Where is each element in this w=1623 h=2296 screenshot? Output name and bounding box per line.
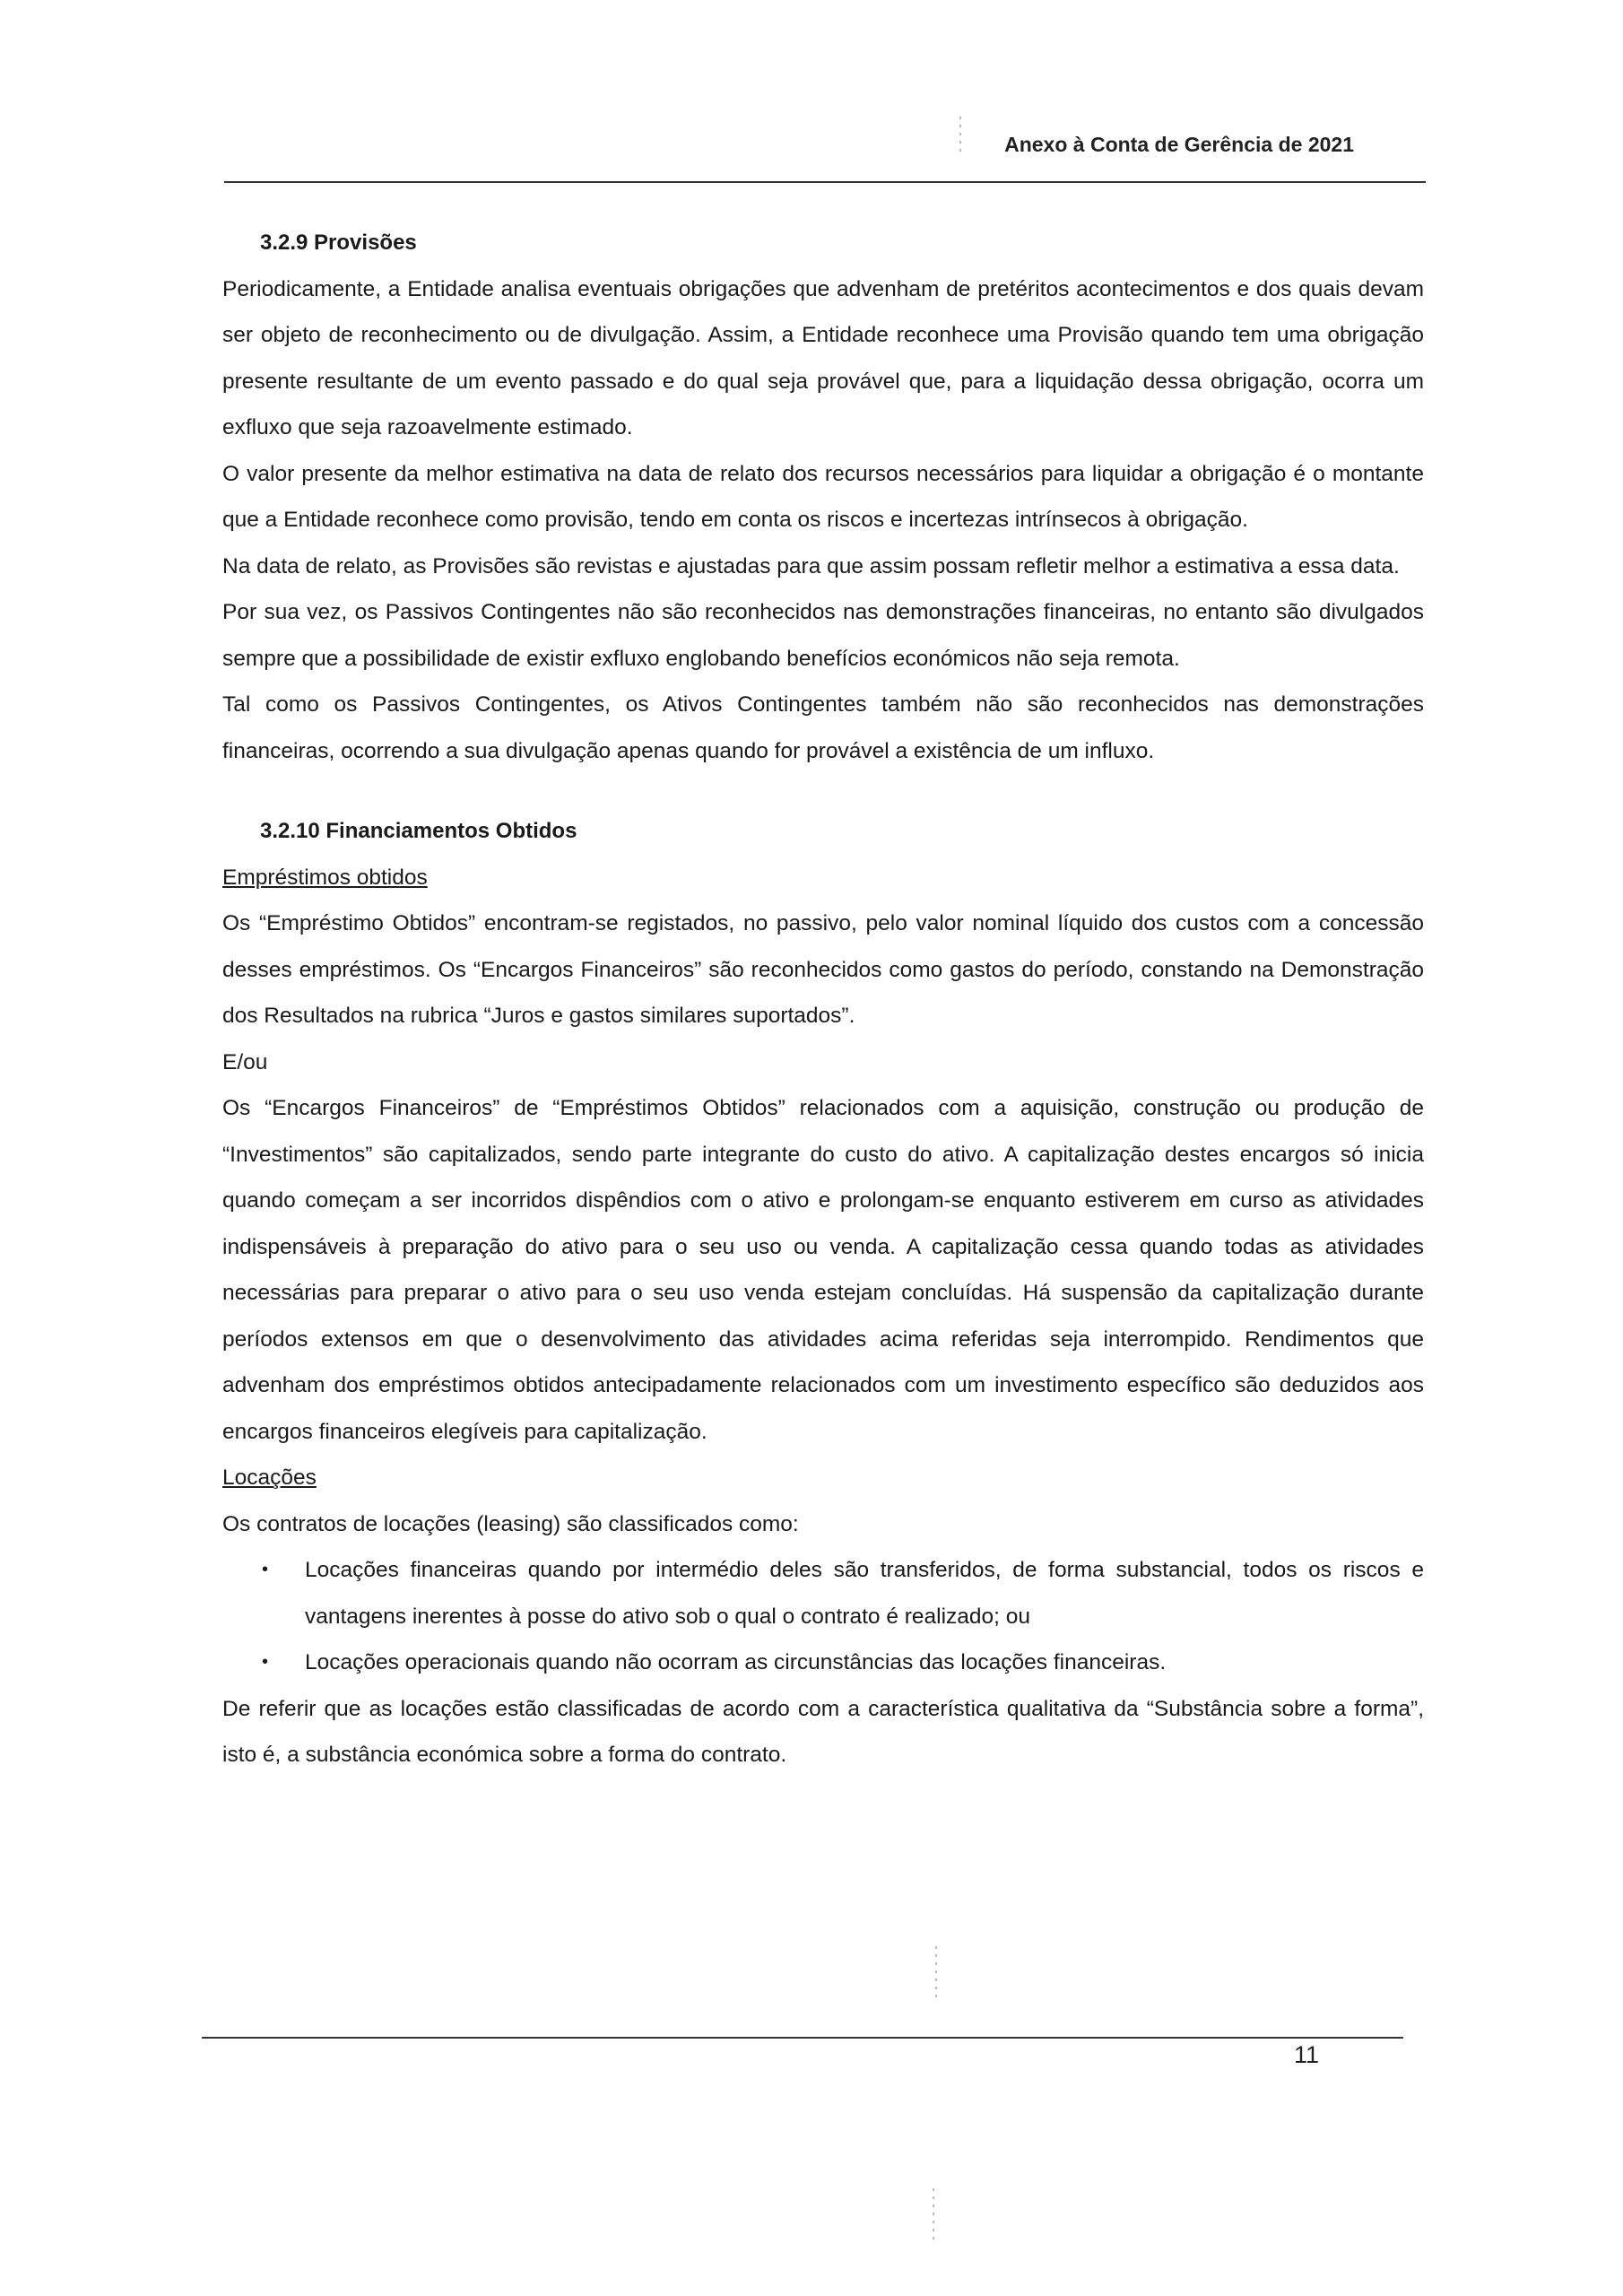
header-divider <box>224 181 1426 183</box>
list-item-text: Locações financeiras quando por intermédio deles são transferidos, de forma substancial, todos os riscos e vantagens inerentes à posse do ativo sob o qual o contrato é realizado; ou <box>305 1558 1424 1629</box>
paragraph: Os “Empréstimo Obtidos” encontram-se registados, no passivo, pelo valor nominal líquido dos custos com a concessão desses empréstimos. Os “Encargos Financeiros” são reconhecidos como gastos do período, constando na Demonstração dos Resultados na rubrica “Juros e gastos similares suportados”. <box>222 911 1424 1028</box>
paragraph: Na data de relato, as Provisões são revistas e ajustadas para que assim possam refletir melhor a estimativa a essa data. <box>222 553 1400 578</box>
paragraph: E/ou <box>222 1049 268 1074</box>
section-heading-provisoes: 3.2.9 Provisões <box>260 230 417 255</box>
scan-artifact <box>933 2188 934 2242</box>
bullet-icon: • <box>262 1652 269 1672</box>
page-header-title: Anexo à Conta de Gerência de 2021 <box>1004 133 1354 156</box>
paragraph: Periodicamente, a Entidade analisa eventuais obrigações que advenham de pretéritos acontecimentos e dos quais devam ser objeto de reconhecimento ou de divulgação. Assim, a Entidade reconhece uma Provisão quando tem uma obrigação presente resultante de um evento passado e do qual seja provável que, para a liquidação dessa obrigação, ocorra um exfluxo que seja razoavelmente estimado. <box>222 276 1424 439</box>
paragraph: Tal como os Passivos Contingentes, os Ativos Contingentes também não são reconhecidos nas demonstrações financeiras, ocorrendo a sua divulgação apenas quando for provável a existência de um influxo. <box>222 692 1424 763</box>
section-spacer <box>222 774 1424 808</box>
paragraph: De referir que as locações estão classificadas de acordo com a característica qualitativa da “Substância sobre a forma”, isto é, a substância económica sobre a forma do contrato. <box>222 1696 1424 1767</box>
bullet-icon: • <box>262 1560 269 1579</box>
paragraph: Por sua vez, os Passivos Contingentes não são reconhecidos nas demonstrações financeiras, no entanto são divulgados sempre que a possibilidade de existir exfluxo englobando benefícios económicos não seja remota. <box>222 600 1424 671</box>
page-number: 11 <box>1294 2041 1320 2068</box>
section-heading-financiamentos: 3.2.10 Financiamentos Obtidos <box>260 819 577 843</box>
scan-artifact <box>959 117 961 152</box>
list-item <box>222 1547 1424 1639</box>
list-item <box>222 1639 1424 1686</box>
paragraph: O valor presente da melhor estimativa na data de relato dos recursos necessários para liquidar a obrigação é o montante que a Entidade reconhece como provisão, tendo em conta os riscos e incertezas intrínsecos à obrigação. <box>222 461 1424 532</box>
paragraph: Os contratos de locações (leasing) são classificados como: <box>222 1511 799 1536</box>
page-content <box>222 220 1424 1779</box>
paragraph: Os “Encargos Financeiros” de “Empréstimos Obtidos” relacionados com a aquisição, construção ou produção de “Investimentos” são capitalizados, sendo parte integrante do custo do ativo. A capitalização destes encargos só inicia quando começam a ser incorridos dispêndios com o ativo e prolongam-se enquanto estiverem em curso as atividades indispensáveis à preparação do ativo para o seu uso ou venda. A capitalização cessa quando todas as atividades necessárias para preparar o ativo para o seu uso venda estejam concluídas. Há suspensão da capitalização durante períodos extensos em que o desenvolvimento das atividades acima referidas seja interrompido. Rendimentos que advenham dos empréstimos obtidos antecipadamente relacionados com um investimento específico são deduzidos aos encargos financeiros elegíveis para capitalização. <box>222 1096 1424 1444</box>
locacoes-list <box>222 1547 1424 1686</box>
footer-divider <box>202 2037 1403 2039</box>
list-item-text: Locações operacionais quando não ocorram as circunstâncias das locações financeiras. <box>305 1650 1167 1674</box>
subsection-title-locacoes: Locações <box>222 1465 317 1490</box>
subsection-title-emprestimos: Empréstimos obtidos <box>222 865 428 890</box>
scan-artifact <box>935 1946 937 2000</box>
